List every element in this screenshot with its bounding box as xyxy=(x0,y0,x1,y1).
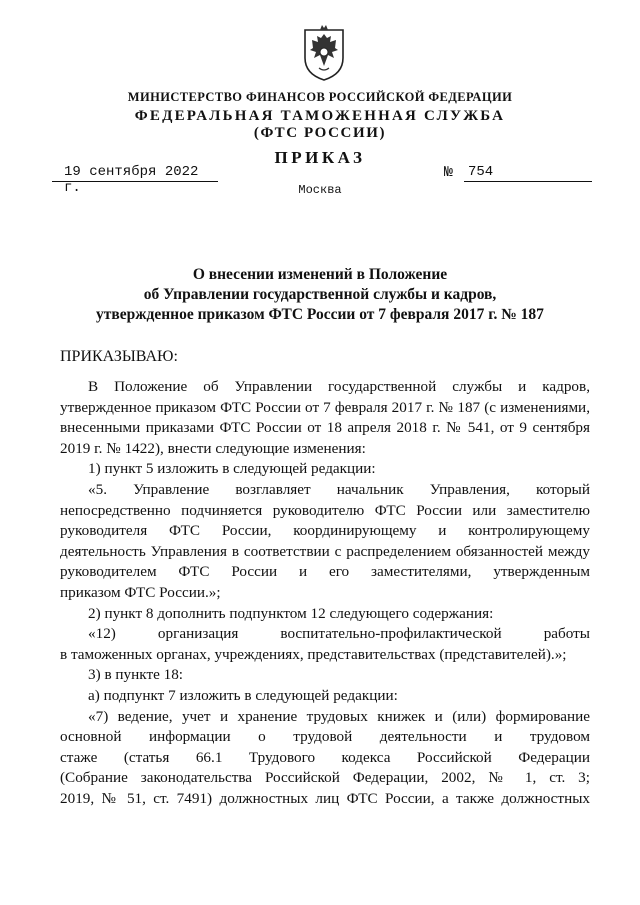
document-type: ПРИКАЗ xyxy=(274,148,366,167)
body-line: «7) ведение, учет и хранение трудовых книжек и (или) формирование xyxy=(88,707,590,725)
body-line: руководителя ФТС России, координирующему и контролирующему xyxy=(60,522,590,540)
order-number: 754 xyxy=(464,164,592,182)
order-subject xyxy=(60,265,580,325)
ministry-name: МИНИСТЕРСТВО ФИНАНСОВ РОССИЙСКОЙ ФЕДЕРАЦИИ xyxy=(127,90,513,104)
body-line: утвержденное приказом ФТС России от 7 февраля 2017 г. № 187 (с изменениями, xyxy=(60,398,590,416)
body-line: внесенными приказами ФТС России от 18 апреля 2018 г. № 541, от 9 сентября xyxy=(60,419,590,437)
body-line: а) подпункт 7 изложить в следующей редакции: xyxy=(88,686,398,704)
body-line: 3) в пункте 18: xyxy=(88,666,184,684)
body-line: В Положение об Управлении государственной службы и кадров, xyxy=(88,378,590,395)
order-number-label: № xyxy=(444,164,454,181)
body-line: в таможенных органах, учреждениях, представительствах (представителей).»; xyxy=(60,645,567,663)
service-name: ФЕДЕРАЛЬНАЯ ТАМОЖЕННАЯ СЛУЖБА xyxy=(134,108,506,124)
body-line: «5. Управление возглавляет начальник Управления, который xyxy=(88,480,590,498)
order-directive: ПРИКАЗЫВАЮ: xyxy=(60,348,178,365)
body-line: деятельность Управления в соответствии с распределением обязанностей между xyxy=(60,542,590,560)
body-line: (Собрание законодательства Российской Федерации, 2002, № 1, ст. 3; xyxy=(60,769,590,787)
order-city: Москва xyxy=(298,183,342,197)
subject-line: О внесении изменений в Положение xyxy=(192,266,448,283)
coat-of-arms-emblem-icon xyxy=(301,22,347,82)
body-line: 2019, № 51, ст. 7491) должностных лиц ФТС России, а также должностных xyxy=(60,789,590,807)
body-line: стаже (статья 66.1 Трудового кодекса Российской Федерации xyxy=(60,748,590,766)
body-line: руководителем ФТС России и его заместителями, утвержденным xyxy=(60,563,590,581)
order-body xyxy=(60,377,590,809)
subject-line: об Управлении государственной службы и кадров, xyxy=(143,286,497,303)
subject-line: утвержденное приказом ФТС России от 7 февраля 2017 г. № 187 xyxy=(96,306,544,323)
body-line: 1) пункт 5 изложить в следующей редакции: xyxy=(88,460,376,478)
body-line: непосредственно подчиняется руководителю ФТС России или заместителю xyxy=(60,501,590,519)
body-line: «12) организация воспитательно-профилактической работы xyxy=(88,625,590,643)
order-date: 19 сентября 2022 г. xyxy=(52,164,218,182)
service-short-name: (ФТС РОССИИ) xyxy=(253,125,387,141)
body-line: приказом ФТС России.»; xyxy=(60,583,221,601)
body-line: 2019 г. № 1422), внести следующие изменения: xyxy=(60,439,366,457)
body-line: основной информации о трудовой деятельности и трудовом xyxy=(60,728,590,746)
body-line: 2) пункт 8 дополнить подпунктом 12 следующего содержания: xyxy=(88,604,494,622)
